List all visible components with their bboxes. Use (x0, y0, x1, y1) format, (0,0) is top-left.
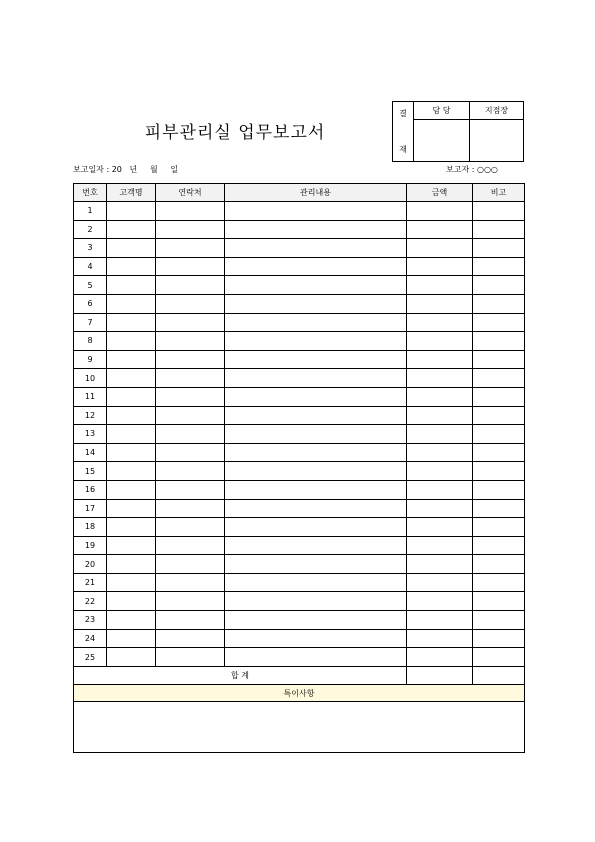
customer-cell[interactable] (107, 462, 156, 481)
customer-cell[interactable] (107, 518, 156, 537)
details-cell[interactable] (225, 648, 407, 667)
contact-cell[interactable] (156, 294, 225, 313)
table-row (74, 443, 525, 462)
customer-cell[interactable] (107, 313, 156, 332)
table-row (74, 257, 525, 276)
contact-cell[interactable] (156, 220, 225, 239)
details-cell[interactable] (225, 536, 407, 555)
customer-cell[interactable] (107, 443, 156, 462)
amount-cell[interactable] (407, 462, 473, 481)
row-number: 24 (74, 629, 107, 648)
customer-cell[interactable] (107, 406, 156, 425)
contact-cell[interactable] (156, 387, 225, 406)
customer-cell[interactable] (107, 387, 156, 406)
contact-cell[interactable] (156, 480, 225, 499)
details-cell[interactable] (225, 555, 407, 574)
contact-cell[interactable] (156, 629, 225, 648)
contact-cell[interactable] (156, 350, 225, 369)
customer-cell[interactable] (107, 536, 156, 555)
customer-cell[interactable] (107, 629, 156, 648)
customer-cell[interactable] (107, 555, 156, 574)
row-number: 8 (74, 332, 107, 351)
note-cell[interactable] (473, 555, 525, 574)
note-cell[interactable] (473, 648, 525, 667)
details-cell[interactable] (225, 220, 407, 239)
report-date: 보고일자 : 20 년 월 일 (73, 165, 179, 174)
amount-cell[interactable] (407, 350, 473, 369)
table-row (74, 350, 525, 369)
note-cell[interactable] (473, 350, 525, 369)
row-number: 5 (74, 276, 107, 295)
customer-cell[interactable] (107, 611, 156, 630)
contact-cell[interactable] (156, 276, 225, 295)
report-table (73, 183, 525, 753)
details-cell[interactable] (225, 369, 407, 388)
amount-cell[interactable] (407, 332, 473, 351)
contact-cell[interactable] (156, 555, 225, 574)
amount-cell[interactable] (407, 499, 473, 518)
col-header-customer: 고객명 (107, 184, 156, 202)
note-cell[interactable] (473, 480, 525, 499)
row-number: 2 (74, 220, 107, 239)
amount-cell[interactable] (407, 387, 473, 406)
customer-cell[interactable] (107, 499, 156, 518)
details-cell[interactable] (225, 257, 407, 276)
approval-col-manager: 지점장 (470, 102, 524, 120)
row-number: 9 (74, 350, 107, 369)
document-title: 피부관리실 업무보고서 (144, 123, 326, 143)
table-row (74, 332, 525, 351)
row-number: 14 (74, 443, 107, 462)
amount-cell[interactable] (407, 573, 473, 592)
table-row (74, 294, 525, 313)
amount-cell[interactable] (407, 406, 473, 425)
contact-cell[interactable] (156, 518, 225, 537)
amount-cell[interactable] (407, 592, 473, 611)
contact-cell[interactable] (156, 499, 225, 518)
table-row (74, 462, 525, 481)
col-header-amount: 금액 (407, 184, 473, 202)
details-cell[interactable] (225, 425, 407, 444)
table-row (74, 220, 525, 239)
table-row (74, 369, 525, 388)
table-row (74, 629, 525, 648)
table-row (74, 480, 525, 499)
table-row (74, 313, 525, 332)
table-row (74, 573, 525, 592)
details-cell[interactable] (225, 499, 407, 518)
row-number: 21 (74, 573, 107, 592)
details-cell[interactable] (225, 573, 407, 592)
table-row (74, 239, 525, 258)
details-cell[interactable] (225, 518, 407, 537)
contact-cell[interactable] (156, 462, 225, 481)
amount-cell[interactable] (407, 294, 473, 313)
row-number: 10 (74, 369, 107, 388)
total-label: 합 계 (74, 666, 407, 685)
details-cell[interactable] (225, 350, 407, 369)
reporter: 보고자 : ○○○ (446, 165, 498, 174)
table-row (74, 611, 525, 630)
table-row (74, 406, 525, 425)
row-number: 6 (74, 294, 107, 313)
details-cell[interactable] (225, 443, 407, 462)
amount-cell[interactable] (407, 611, 473, 630)
approval-sign-manager[interactable] (470, 120, 524, 162)
customer-cell[interactable] (107, 573, 156, 592)
table-row (74, 648, 525, 667)
details-cell[interactable] (225, 239, 407, 258)
table-row (74, 425, 525, 444)
table-row (74, 387, 525, 406)
approval-side-label: 결 재 (393, 102, 414, 162)
amount-cell[interactable] (407, 648, 473, 667)
approval-box (392, 101, 524, 162)
customer-cell[interactable] (107, 425, 156, 444)
customer-cell[interactable] (107, 592, 156, 611)
details-cell[interactable] (225, 629, 407, 648)
amount-cell[interactable] (407, 518, 473, 537)
customer-cell[interactable] (107, 202, 156, 221)
customer-cell[interactable] (107, 220, 156, 239)
table-row (74, 592, 525, 611)
row-number: 16 (74, 480, 107, 499)
contact-cell[interactable] (156, 425, 225, 444)
customer-cell[interactable] (107, 239, 156, 258)
amount-cell[interactable] (407, 276, 473, 295)
row-number: 23 (74, 611, 107, 630)
amount-cell[interactable] (407, 536, 473, 555)
amount-cell[interactable] (407, 313, 473, 332)
note-cell[interactable] (473, 257, 525, 276)
note-cell[interactable] (473, 443, 525, 462)
contact-cell[interactable] (156, 592, 225, 611)
contact-cell[interactable] (156, 536, 225, 555)
table-row (74, 518, 525, 537)
row-number: 4 (74, 257, 107, 276)
details-cell[interactable] (225, 332, 407, 351)
amount-cell[interactable] (407, 202, 473, 221)
amount-cell[interactable] (407, 555, 473, 574)
total-note-cell[interactable] (473, 666, 525, 685)
row-number: 7 (74, 313, 107, 332)
contact-cell[interactable] (156, 202, 225, 221)
col-header-note: 비고 (473, 184, 525, 202)
row-number: 20 (74, 555, 107, 574)
amount-cell[interactable] (407, 425, 473, 444)
col-header-contact: 연락처 (156, 184, 225, 202)
amount-cell[interactable] (407, 239, 473, 258)
row-number: 18 (74, 518, 107, 537)
table-row (74, 202, 525, 221)
col-header-details: 관리내용 (225, 184, 407, 202)
note-cell[interactable] (473, 239, 525, 258)
special-notes-header: 특이사항 (74, 685, 525, 702)
customer-cell[interactable] (107, 369, 156, 388)
amount-cell[interactable] (407, 369, 473, 388)
row-number: 3 (74, 239, 107, 258)
row-number: 15 (74, 462, 107, 481)
customer-cell[interactable] (107, 276, 156, 295)
note-cell[interactable] (473, 592, 525, 611)
row-number: 12 (74, 406, 107, 425)
table-row (74, 536, 525, 555)
approval-col-staff: 담 당 (414, 102, 470, 120)
customer-cell[interactable] (107, 648, 156, 667)
approval-sign-staff[interactable] (414, 120, 470, 162)
details-cell[interactable] (225, 611, 407, 630)
note-cell[interactable] (473, 294, 525, 313)
note-cell[interactable] (473, 276, 525, 295)
details-cell[interactable] (225, 387, 407, 406)
amount-cell[interactable] (407, 220, 473, 239)
note-cell[interactable] (473, 406, 525, 425)
row-number: 22 (74, 592, 107, 611)
contact-cell[interactable] (156, 369, 225, 388)
contact-cell[interactable] (156, 443, 225, 462)
row-number: 19 (74, 536, 107, 555)
note-cell[interactable] (473, 220, 525, 239)
note-cell[interactable] (473, 573, 525, 592)
note-cell[interactable] (473, 425, 525, 444)
table-row (74, 555, 525, 574)
col-header-number: 번호 (74, 184, 107, 202)
row-number: 17 (74, 499, 107, 518)
customer-cell[interactable] (107, 294, 156, 313)
details-cell[interactable] (225, 462, 407, 481)
details-cell[interactable] (225, 294, 407, 313)
contact-cell[interactable] (156, 573, 225, 592)
customer-cell[interactable] (107, 350, 156, 369)
contact-cell[interactable] (156, 257, 225, 276)
amount-cell[interactable] (407, 629, 473, 648)
note-cell[interactable] (473, 369, 525, 388)
details-cell[interactable] (225, 592, 407, 611)
amount-cell[interactable] (407, 443, 473, 462)
table-row (74, 276, 525, 295)
note-cell[interactable] (473, 629, 525, 648)
contact-cell[interactable] (156, 313, 225, 332)
details-cell[interactable] (225, 480, 407, 499)
contact-cell[interactable] (156, 611, 225, 630)
note-cell[interactable] (473, 313, 525, 332)
note-cell[interactable] (473, 202, 525, 221)
total-amount-cell[interactable] (407, 666, 473, 685)
table-row (74, 499, 525, 518)
row-number: 13 (74, 425, 107, 444)
special-notes-body[interactable] (74, 702, 525, 753)
note-cell[interactable] (473, 332, 525, 351)
contact-cell[interactable] (156, 648, 225, 667)
row-number: 1 (74, 202, 107, 221)
customer-cell[interactable] (107, 332, 156, 351)
note-cell[interactable] (473, 387, 525, 406)
details-cell[interactable] (225, 276, 407, 295)
customer-cell[interactable] (107, 257, 156, 276)
contact-cell[interactable] (156, 406, 225, 425)
details-cell[interactable] (225, 406, 407, 425)
note-cell[interactable] (473, 611, 525, 630)
row-number: 11 (74, 387, 107, 406)
note-cell[interactable] (473, 536, 525, 555)
contact-cell[interactable] (156, 239, 225, 258)
note-cell[interactable] (473, 462, 525, 481)
amount-cell[interactable] (407, 257, 473, 276)
contact-cell[interactable] (156, 332, 225, 351)
details-cell[interactable] (225, 313, 407, 332)
note-cell[interactable] (473, 499, 525, 518)
total-row (74, 666, 525, 685)
row-number: 25 (74, 648, 107, 667)
amount-cell[interactable] (407, 480, 473, 499)
note-cell[interactable] (473, 518, 525, 537)
table-header-row (74, 184, 525, 202)
customer-cell[interactable] (107, 480, 156, 499)
details-cell[interactable] (225, 202, 407, 221)
